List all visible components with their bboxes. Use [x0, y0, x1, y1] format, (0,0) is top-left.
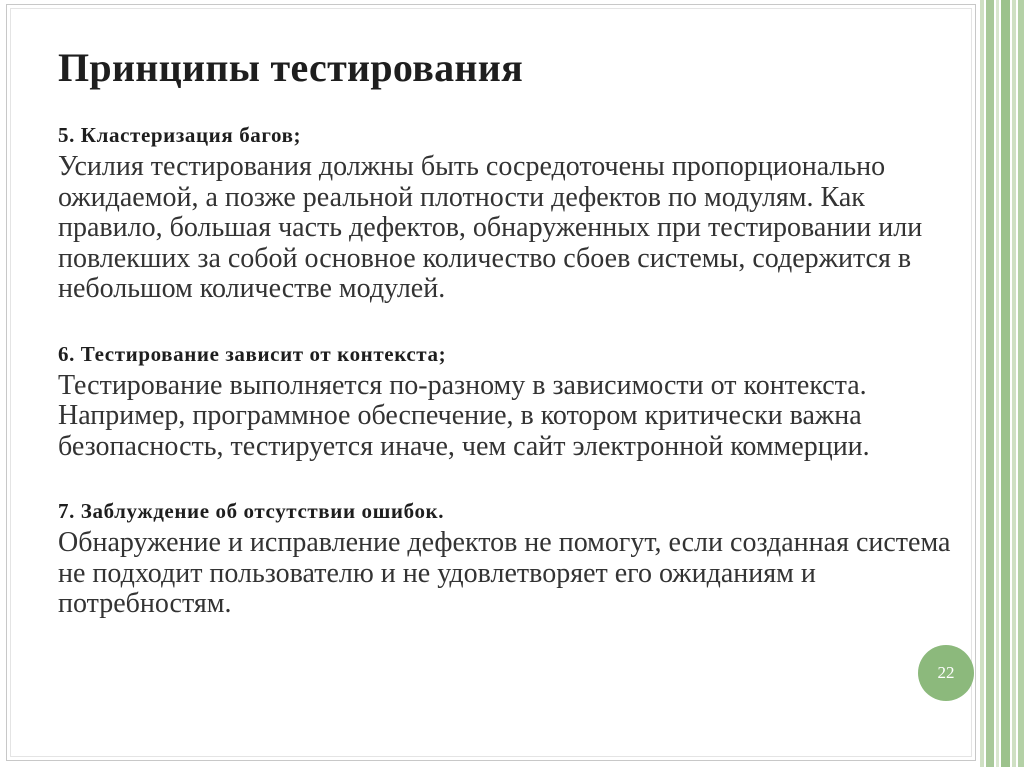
- principle-body: Обнаружение и исправление дефектов не помогут, если созданная система не подходит пользователю и не удовлетворяет его ожиданиям и потребностям.: [58, 527, 951, 619]
- decorative-stripe: [996, 0, 999, 767]
- principle-section-7: [58, 496, 968, 620]
- principle-body: Тестирование выполняется по-разному в зависимости от контекста. Например, программное обеспечение, в котором критически важна безопасность, тестируется иначе, чем сайт электронной коммерции.: [58, 369, 870, 462]
- decorative-stripe: [986, 0, 994, 767]
- decorative-stripe: [1012, 0, 1016, 767]
- principle-heading: 7. Заблуждение об отсутствии ошибок.: [58, 499, 445, 523]
- decorative-stripe: [1001, 0, 1010, 767]
- decorative-stripe: [980, 0, 984, 767]
- principle-section-6: [58, 339, 968, 463]
- slide-content: [58, 120, 968, 620]
- principle-heading: 6. Тестирование зависит от контекста;: [58, 341, 447, 366]
- decorative-stripe: [1018, 0, 1024, 767]
- principle-section-5: [58, 120, 968, 305]
- principle-heading: 5. Кластеризация багов;: [58, 123, 302, 147]
- principle-body: Усилия тестирования должны быть сосредоточены пропорционально ожидаемой, а позже реальной плотности дефектов по модулям. Как правило, большая часть дефектов, обнаруженных при тестировании или повлекших за собой основное количество сбоев системы, содержится в небольшом количестве модулей.: [58, 151, 923, 304]
- slide-title: Принципы тестирования: [58, 45, 524, 90]
- page-number-badge: 22: [918, 645, 974, 701]
